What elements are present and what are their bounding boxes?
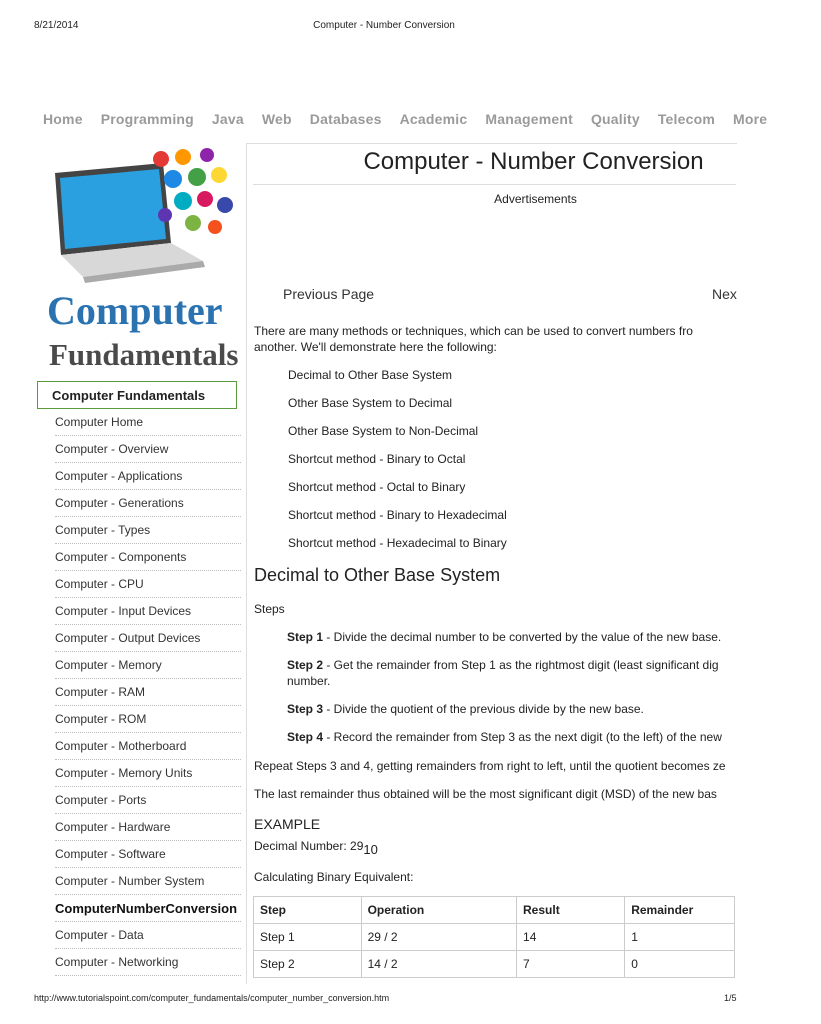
- nav-telecom[interactable]: Telecom: [657, 111, 715, 127]
- sidebar-item-cpu[interactable]: Computer - CPU: [55, 571, 241, 598]
- step-3: [287, 701, 644, 717]
- step-3-label: Step 3: [287, 702, 324, 716]
- nav-programming[interactable]: Programming: [100, 111, 194, 127]
- sidebar-item-number-system[interactable]: Computer - Number System: [55, 868, 241, 895]
- nav-web[interactable]: Web: [261, 111, 292, 127]
- sidebar-item-applications[interactable]: Computer - Applications: [55, 463, 241, 490]
- step-4-label: Step 4: [287, 730, 324, 744]
- print-page-number: 1/5: [724, 993, 737, 1003]
- page-title: Computer - Number Conversion: [363, 148, 704, 175]
- table-cell: 14 / 2: [361, 951, 516, 978]
- decimal-base-subscript: 10: [363, 842, 378, 857]
- step-1: [287, 629, 721, 645]
- sidebar-item-overview[interactable]: Computer - Overview: [55, 436, 241, 463]
- sidebar-item-input-devices[interactable]: Computer - Input Devices: [55, 598, 241, 625]
- sidebar-item-generations[interactable]: Computer - Generations: [55, 490, 241, 517]
- next-page-link[interactable]: Nex: [712, 286, 737, 302]
- nav-academic[interactable]: Academic: [399, 111, 468, 127]
- sidebar-item-memory[interactable]: Computer - Memory: [55, 652, 241, 679]
- method-link-binary-to-octal[interactable]: Shortcut method - Binary to Octal: [288, 452, 466, 466]
- table-cell: 0: [625, 951, 735, 978]
- table-row: [254, 951, 735, 978]
- method-link-other-to-non-decimal[interactable]: Other Base System to Non-Decimal: [288, 424, 479, 438]
- intro-line-2: another. We'll demonstrate here the following:: [254, 340, 497, 354]
- step-4: [287, 729, 722, 745]
- sidebar-item-motherboard[interactable]: Computer - Motherboard: [55, 733, 241, 760]
- step-2: [287, 657, 719, 673]
- table-cell: 7: [517, 951, 625, 978]
- sidebar-item-ports[interactable]: Computer - Ports: [55, 787, 241, 814]
- nav-home[interactable]: Home: [43, 111, 83, 127]
- sidebar-item-number-conversion[interactable]: ComputerNumberConversion: [55, 895, 241, 922]
- section-heading: Decimal to Other Base System: [254, 565, 501, 585]
- sidebar-item-memory-units[interactable]: Computer - Memory Units: [55, 760, 241, 787]
- nav-java[interactable]: Java: [211, 111, 244, 127]
- decimal-number: [254, 838, 378, 858]
- sidebar-item-hardware[interactable]: Computer - Hardware: [55, 814, 241, 841]
- step-2-text: - Get the remainder from Step 1 as the rightmost digit (least significant dig: [323, 658, 719, 672]
- table-cell: 14: [517, 924, 625, 951]
- sidebar-item-components[interactable]: Computer - Components: [55, 544, 241, 571]
- logo-word-fundamentals: Fundamentals: [49, 337, 239, 372]
- table-header-cell: Result: [517, 897, 625, 924]
- table-header-cell: Remainder: [625, 897, 735, 924]
- table-header-cell: Step: [254, 897, 362, 924]
- nav-quality[interactable]: Quality: [590, 111, 640, 127]
- step-1-text: - Divide the decimal number to be converted by the value of the new base.: [323, 630, 722, 644]
- table-cell: Step 1: [254, 924, 362, 951]
- step-1-label: Step 1: [287, 630, 324, 644]
- step-3-text: - Divide the quotient of the previous divide by the new base.: [323, 702, 644, 716]
- nav-management[interactable]: Management: [485, 111, 573, 127]
- calculating-label: Calculating Binary Equivalent:: [254, 870, 414, 884]
- sidebar-item-home[interactable]: Computer Home: [55, 409, 241, 436]
- table-cell: 1: [625, 924, 735, 951]
- steps-label: Steps: [254, 602, 285, 616]
- table-row: [254, 924, 735, 951]
- conversion-table: [253, 896, 735, 978]
- sidebar-item-output-devices[interactable]: Computer - Output Devices: [55, 625, 241, 652]
- nav-databases[interactable]: Databases: [309, 111, 382, 127]
- sidebar-item-rom[interactable]: Computer - ROM: [55, 706, 241, 733]
- step-2-continued: number.: [287, 674, 331, 688]
- method-link-octal-to-binary[interactable]: Shortcut method - Octal to Binary: [288, 480, 466, 494]
- advertisements-label: Advertisements: [494, 192, 577, 206]
- previous-page-link[interactable]: Previous Page: [283, 286, 375, 302]
- step-4-text: - Record the remainder from Step 3 as the next digit (to the left) of the new: [323, 730, 722, 744]
- intro-line-1: There are many methods or techniques, which can be used to convert numbers fro: [254, 324, 693, 338]
- print-footer-url: http://www.tutorialspoint.com/computer_fundamentals/computer_number_conversion.htm: [34, 993, 390, 1003]
- nav-more[interactable]: More: [732, 111, 768, 127]
- sidebar-item-ram[interactable]: Computer - RAM: [55, 679, 241, 706]
- print-title: Computer - Number Conversion: [313, 20, 455, 31]
- example-label: EXAMPLE: [254, 816, 321, 832]
- method-link-decimal-to-other[interactable]: Decimal to Other Base System: [288, 368, 453, 382]
- sidebar-item-networking[interactable]: Computer - Networking: [55, 949, 241, 976]
- repeat-text: Repeat Steps 3 and 4, getting remainders from right to left, until the quotient becomes ze: [254, 759, 726, 773]
- step-2-label: Step 2: [287, 658, 324, 672]
- sidebar-item-types[interactable]: Computer - Types: [55, 517, 241, 544]
- last-remainder-text: The last remainder thus obtained will be the most significant digit (MSD) of the new bas: [254, 787, 717, 801]
- method-link-binary-to-hex[interactable]: Shortcut method - Binary to Hexadecimal: [288, 508, 507, 522]
- method-link-hex-to-binary[interactable]: Shortcut method - Hexadecimal to Binary: [288, 536, 507, 550]
- sidebar-item-software[interactable]: Computer - Software: [55, 841, 241, 868]
- logo-word-computer: Computer: [47, 288, 223, 333]
- table-header-row: [254, 897, 735, 924]
- table-header-cell: Operation: [361, 897, 516, 924]
- table-cell: 29 / 2: [361, 924, 516, 951]
- table-cell: Step 2: [254, 951, 362, 978]
- title-divider: [253, 184, 736, 185]
- sidebar-item-data[interactable]: Computer - Data: [55, 922, 241, 949]
- print-date: 8/21/2014: [34, 20, 79, 31]
- decimal-number-text: Decimal Number: 29: [254, 839, 364, 853]
- method-link-other-to-decimal[interactable]: Other Base System to Decimal: [288, 396, 453, 410]
- sidebar-heading[interactable]: Computer Fundamentals: [37, 381, 237, 409]
